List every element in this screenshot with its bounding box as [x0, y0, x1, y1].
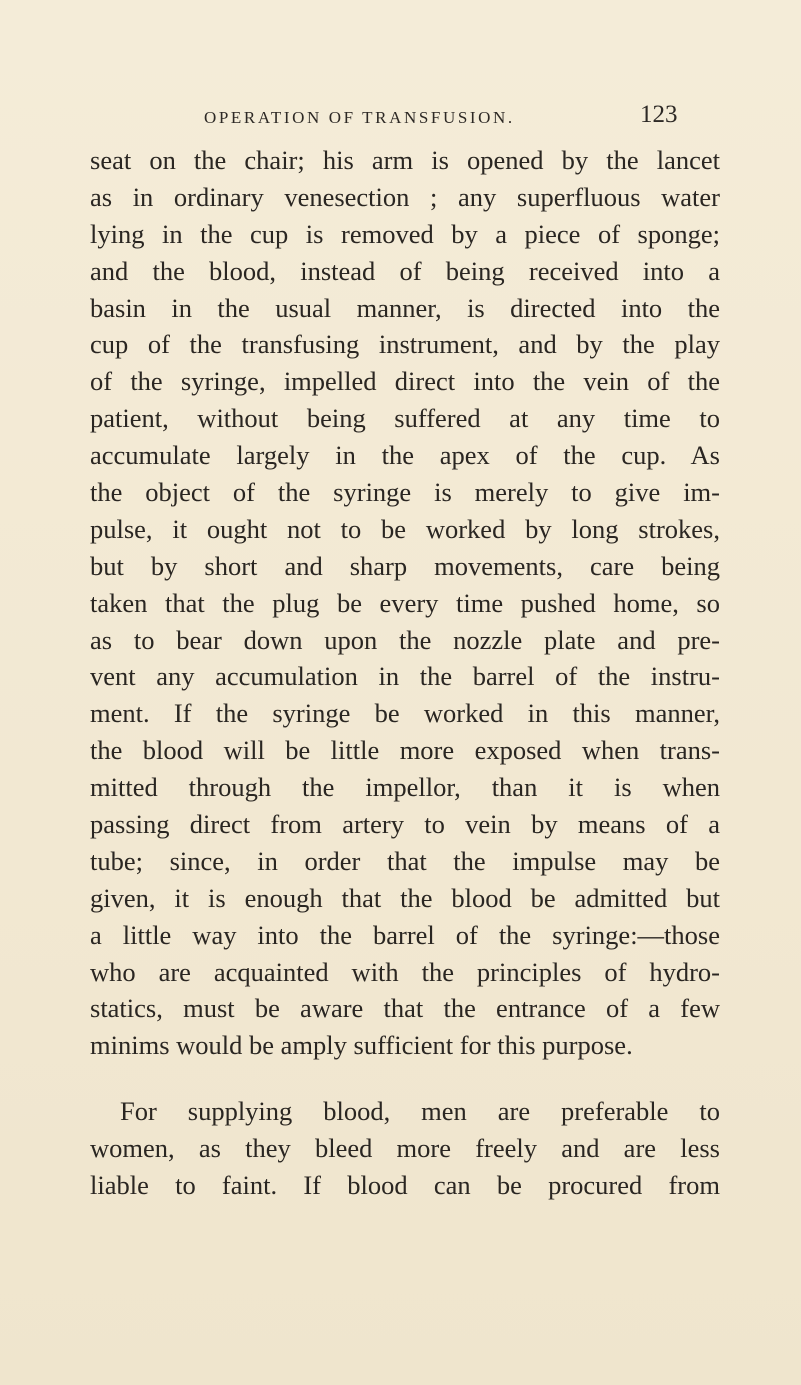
paragraph-gap	[90, 1064, 720, 1093]
body-text	[90, 142, 720, 1204]
paragraph-2	[90, 1093, 720, 1204]
text-line: passing direct from artery to vein by means of a	[90, 809, 720, 840]
text-line: seat on the chair; his arm is opened by the lancet	[90, 145, 720, 175]
text-line: of the syringe, impelled direct into the vein of the	[90, 366, 720, 397]
text-line: given, it is enough that the blood be admitted but	[90, 882, 720, 913]
text-line: lying in the cup is removed by a piece of sponge;	[90, 218, 720, 249]
text-line: as to bear down upon the nozzle plate and pre-	[90, 624, 720, 655]
text-line: patient, without being suffered at any time to	[90, 403, 720, 434]
running-head	[0, 98, 801, 138]
text-line: the blood will be little more exposed when trans-	[90, 735, 720, 766]
text-line: women, as they bleed more freely and are less	[90, 1133, 720, 1164]
text-line: but by short and sharp movements, care being	[90, 550, 720, 581]
text-line: the object of the syringe is merely to give im-	[90, 477, 720, 508]
text-line: taken that the plug be every time pushed home, so	[90, 587, 720, 618]
text-line: and the blood, instead of being received into a	[90, 255, 720, 286]
text-line: statics, must be aware that the entrance of a few	[90, 993, 720, 1024]
text-line: liable to faint. If blood can be procured from	[90, 1170, 720, 1201]
text-line: cup of the transfusing instrument, and by the play	[90, 329, 720, 360]
page-number: 123	[640, 101, 678, 128]
text-line: basin in the usual manner, is directed into the	[90, 292, 720, 323]
text-line: as in ordinary venesection ; any superfluous water	[90, 181, 720, 212]
text-line: mitted through the impellor, than it is when	[90, 772, 720, 803]
text-line: vent any accumulation in the barrel of the instru-	[90, 661, 720, 692]
text-line: a little way into the barrel of the syringe:—those	[90, 919, 720, 950]
text-line: accumulate largely in the apex of the cup. As	[90, 440, 720, 471]
text-line: minims would be amply sufficient for this purpose.	[90, 1030, 633, 1061]
text-line: pulse, it ought not to be worked by long strokes,	[90, 513, 720, 544]
text-line: For supplying blood, men are preferable to	[120, 1096, 720, 1127]
text-line: tube; since, in order that the impulse may be	[90, 845, 720, 876]
text-line: ment. If the syringe be worked in this manner,	[90, 698, 720, 729]
text-line: who are acquainted with the principles of hydro-	[90, 956, 720, 987]
running-title: OPERATION OF TRANSFUSION.	[204, 108, 515, 127]
paragraph-1	[90, 142, 720, 1064]
